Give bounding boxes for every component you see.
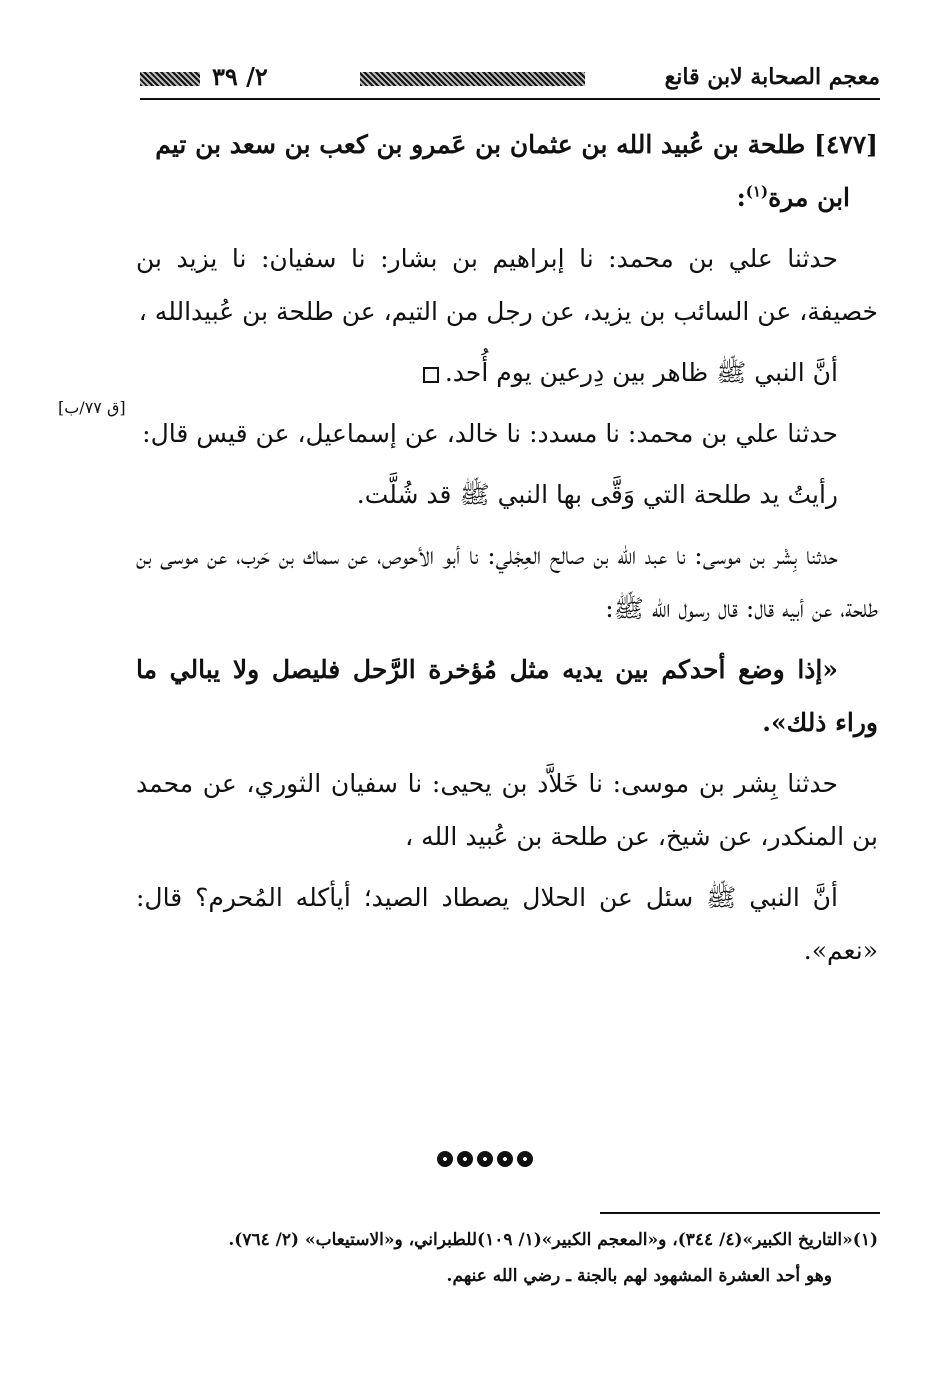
entry-heading-line2: ابن مرة [768, 183, 850, 212]
hadith-paragraph-1 [136, 346, 878, 399]
header-page-number: ٢/ ٣٩ [212, 62, 268, 91]
header-ornament-bar [360, 72, 585, 86]
isnad-paragraph-2: حدثنا علي بن محمد: نا مسدد: نا خالد، عن إسماعيل، عن قيس قال: [142, 419, 838, 448]
hadith-text-1: أنَّ النبي ﷺ ظاهر بين دِرعين يوم أُحد. [444, 358, 838, 387]
footnotes [136, 1222, 878, 1294]
isnad-paragraph-3: حدثنا بِشْر بن موسى: نا عبد الله بن صالح العِجْلي: نا أبو الأحوص، عن سماك بن حَرب، عن موسى بن طلحة، عن أبيه قال: قال رسول الله ﷺ: [136, 541, 878, 623]
header-title: معجم الصحابة لابن قانع [664, 64, 880, 90]
entry-heading [136, 118, 878, 224]
entry-heading-colon: : [736, 183, 746, 212]
header-ornament-bar-left [140, 72, 200, 86]
running-header [140, 62, 880, 96]
entry-number: [٤٧٧] [814, 130, 878, 159]
main-text [136, 118, 878, 985]
hadith-paragraph-3: «إذا وضع أحدكم بين يديه مثل مُؤخرة الرَّحل فليصل ولا يبالي ما وراء ذلك». [136, 655, 878, 737]
hadith-paragraph-4: أنَّ النبي ﷺ سئل عن الحلال يصطاد الصيد؛ أيأكله المُحرم؟ قال: «نعم». [136, 883, 878, 965]
footnote-reference: (١) [745, 182, 769, 201]
header-rule [140, 98, 880, 100]
entry-heading-line1: طلحة بن عُبيد الله بن عثمان بن عَمرو بن كعب بن سعد بن تيم [155, 130, 806, 159]
isnad-paragraph-4: حدثنا بِشر بن موسى: نا خَلاَّد بن يحيى: نا سفيان الثوري، عن محمد بن المنكدر، عن شيخ، عن طلحة بن عُبيد الله ، [136, 769, 878, 851]
footnote-1-line-2: وهو أحد العشرة المشهود لهم بالجنة ـ رضي الله عنهم. [446, 1266, 832, 1286]
footnote-separator [600, 1212, 880, 1214]
manuscript-folio-note: [ق ٧٧/ب] [58, 398, 126, 417]
ornament-circle-icon [457, 1151, 473, 1167]
isnad-paragraph-1: حدثنا علي بن محمد: نا إبراهيم بن بشار: نا سفيان: نا يزيد بن خصيفة، عن السائب بن يزيد، عن رجل من التيم، عن طلحة بن عُبيدالله ، [136, 244, 878, 326]
ornament-circle-icon [517, 1151, 533, 1167]
ornament-circle-icon [477, 1151, 493, 1167]
footnote-1-line-1: (١)«التاريخ الكبير»(٤/ ٣٤٤)، و«المعجم الكبير»(١/ ١٠٩)للطبراني، و«الاستيعاب» (٢/ ٧٦٤). [228, 1230, 878, 1250]
end-of-hadith-box-icon [423, 367, 439, 383]
section-end-ornament [437, 1151, 533, 1167]
ornament-circle-icon [497, 1151, 513, 1167]
hadith-paragraph-2: رأيتُ يد طلحة التي وَقَّى بها النبي ﷺ قد شُلَّت. [356, 480, 838, 509]
ornament-circle-icon [437, 1151, 453, 1167]
